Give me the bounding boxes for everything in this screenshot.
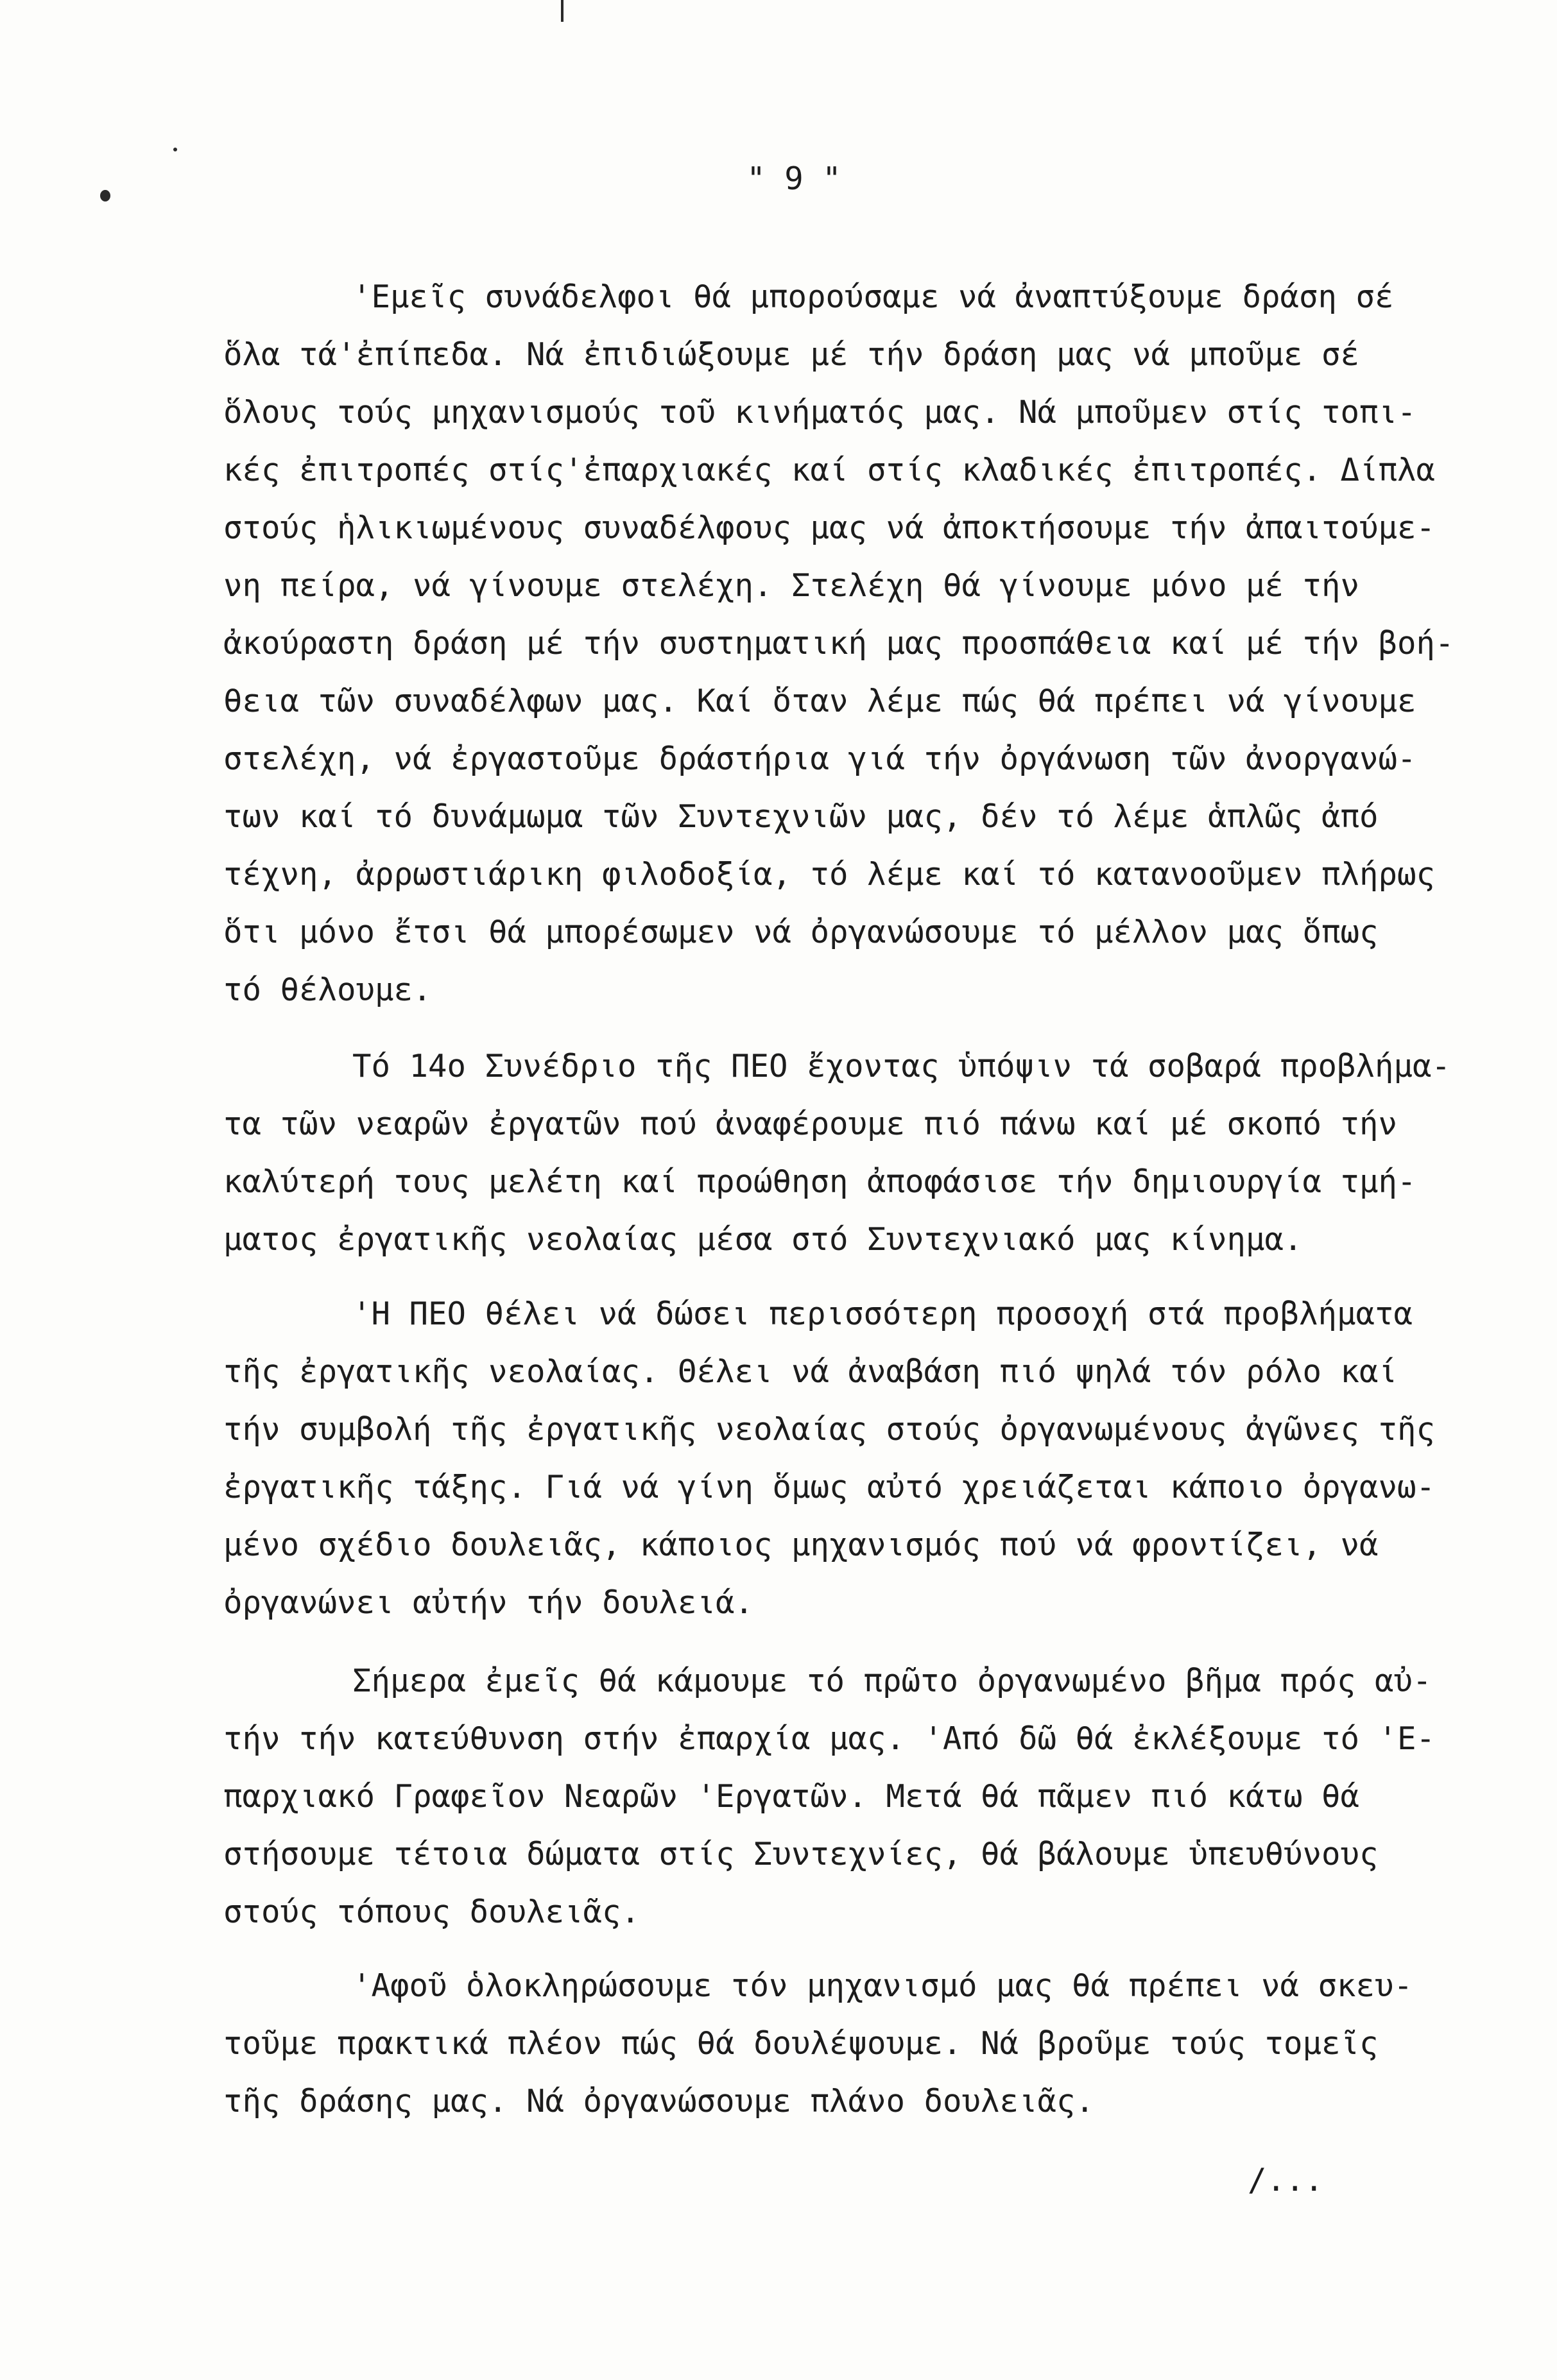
text-line: καλύτερή τους μελέτη καί προώθηση ἀποφάσισε τήν δημιουργία τμή- — [223, 1163, 1416, 1200]
text-line: 'Η ΠΕΟ θέλει νά δώσει περισσότερη προσοχή στά προβλήματα — [352, 1296, 1413, 1332]
paragraph-1 — [223, 268, 1513, 1019]
text-line: ὅλα τά'ἐπίπεδα. Νά ἐπιδιώξουμε μέ τήν δράση μας νά μποῦμε σέ — [223, 336, 1360, 373]
text-line: τοῦμε πρακτικά πλέον πώς θά δουλέψουμε. Νά βροῦμε τούς τομεῖς — [223, 2025, 1379, 2062]
text-line: παρχιακό Γραφεῖον Νεαρῶν 'Εργατῶν. Μετά θά πᾶμεν πιό κάτω θά — [223, 1778, 1360, 1815]
text-line: τήν τήν κατεύθυνση στήν ἐπαρχία μας. 'Από δῶ θά ἐκλέξουμε τό 'Ε- — [223, 1720, 1436, 1757]
text-line: τα τῶν νεαρῶν ἐργατῶν πού ἀναφέρουμε πιό πάνω καί μέ σκοπό τήν — [223, 1106, 1398, 1142]
paragraph-4 — [223, 1652, 1513, 1941]
text-line: κές ἐπιτροπές στίς'ἐπαρχιακές καί στίς κλαδικές ἐπιτροπές. Δίπλα — [223, 452, 1436, 488]
text-line: Τό 14ο Συνέδριο τῆς ΠΕΟ ἔχοντας ὑπόψιν τά σοβαρά προβλήμα- — [352, 1048, 1451, 1084]
text-line: τῆς ἐργατικῆς νεολαίας. Θέλει νά ἀναβάση πιό ψηλά τόν ρόλο καί — [223, 1353, 1398, 1390]
text-line: ὀργανώνει αὐτήν τήν δουλειά. — [223, 1584, 754, 1621]
page-number: " 9 " — [746, 160, 841, 197]
text-line: ἐργατικῆς τάξης. Γιά νά γίνη ὅμως αὐτό χρειάζεται κάποιο ὀργανω- — [223, 1469, 1436, 1505]
text-line: ματος ἐργατικῆς νεολαίας μέσα στό Συντεχνιακό μας κίνημα. — [223, 1221, 1303, 1258]
text-line: τήν συμβολή τῆς ἐργατικῆς νεολαίας στούς ὀργανωμένους ἀγῶνες τῆς — [223, 1411, 1436, 1448]
text-line: τέχνη, ἀρρωστιάρικη φιλοδοξία, τό λέμε καί τό κατανοοῦμεν πλήρως — [223, 856, 1436, 893]
text-line: θεια τῶν συναδέλφων μας. Καί ὅταν λέμε πώς θά πρέπει νά γίνουμε — [223, 683, 1416, 719]
scan-mark-speck — [173, 148, 177, 151]
text-line: ὅλους τούς μηχανισμούς τοῦ κινήματός μας. Νά μποῦμεν στίς τοπι- — [223, 394, 1416, 431]
paragraph-3 — [223, 1285, 1513, 1632]
text-line: 'Αφοῦ ὁλοκληρώσουμε τόν μηχανισμό μας θά πρέπει νά σκευ- — [352, 1967, 1413, 2004]
text-line: Σήμερα ἐμεῖς θά κάμουμε τό πρῶτο ὀργανωμένο βῆμα πρός αὐ- — [352, 1663, 1432, 1699]
text-line: στούς τόπους δουλειᾶς. — [223, 1894, 641, 1930]
text-line: τό θέλουμε. — [223, 972, 432, 1008]
text-line: νη πείρα, νά γίνουμε στελέχη. Στελέχη θά γίνουμε μόνο μέ τήν — [223, 567, 1360, 604]
text-line: στούς ἡλικιωμένους συναδέλφους μας νά ἀποκτήσουμε τήν ἀπαιτούμε- — [223, 509, 1436, 546]
scan-mark-left-dot — [100, 190, 110, 201]
text-line: των καί τό δυνάμωμα τῶν Συντεχνιῶν μας, δέν τό λέμε ἁπλῶς ἀπό — [223, 798, 1379, 835]
text-line: 'Εμεῖς συνάδελφοι θά μπορούσαμε νά ἀναπτύξουμε δράση σέ — [352, 278, 1394, 315]
paragraph-2 — [223, 1038, 1513, 1269]
scan-mark-top — [561, 0, 563, 22]
paragraph-5 — [223, 1957, 1513, 2130]
text-line: μένο σχέδιο δουλειᾶς, κάποιος μηχανισμός πού νά φροντίζει, νά — [223, 1527, 1379, 1563]
text-line: ὅτι μόνο ἔτσι θά μπορέσωμεν νά ὀργανώσουμε τό μέλλον μας ὅπως — [223, 914, 1379, 950]
text-line: ἀκούραστη δράση μέ τήν συστηματική μας προσπάθεια καί μέ τήν βοή- — [223, 625, 1454, 662]
continuation-mark: /... — [1248, 2162, 1324, 2198]
text-line: τῆς δράσης μας. Νά ὀργανώσουμε πλάνο δουλειᾶς. — [223, 2083, 1095, 2119]
text-line: στελέχη, νά ἐργαστοῦμε δράστήρια γιά τήν ὀργάνωση τῶν ἀνοργανώ- — [223, 741, 1416, 777]
text-line: στήσουμε τέτοια δώματα στίς Συντεχνίες, θά βάλουμε ὑπευθύνους — [223, 1836, 1379, 1872]
